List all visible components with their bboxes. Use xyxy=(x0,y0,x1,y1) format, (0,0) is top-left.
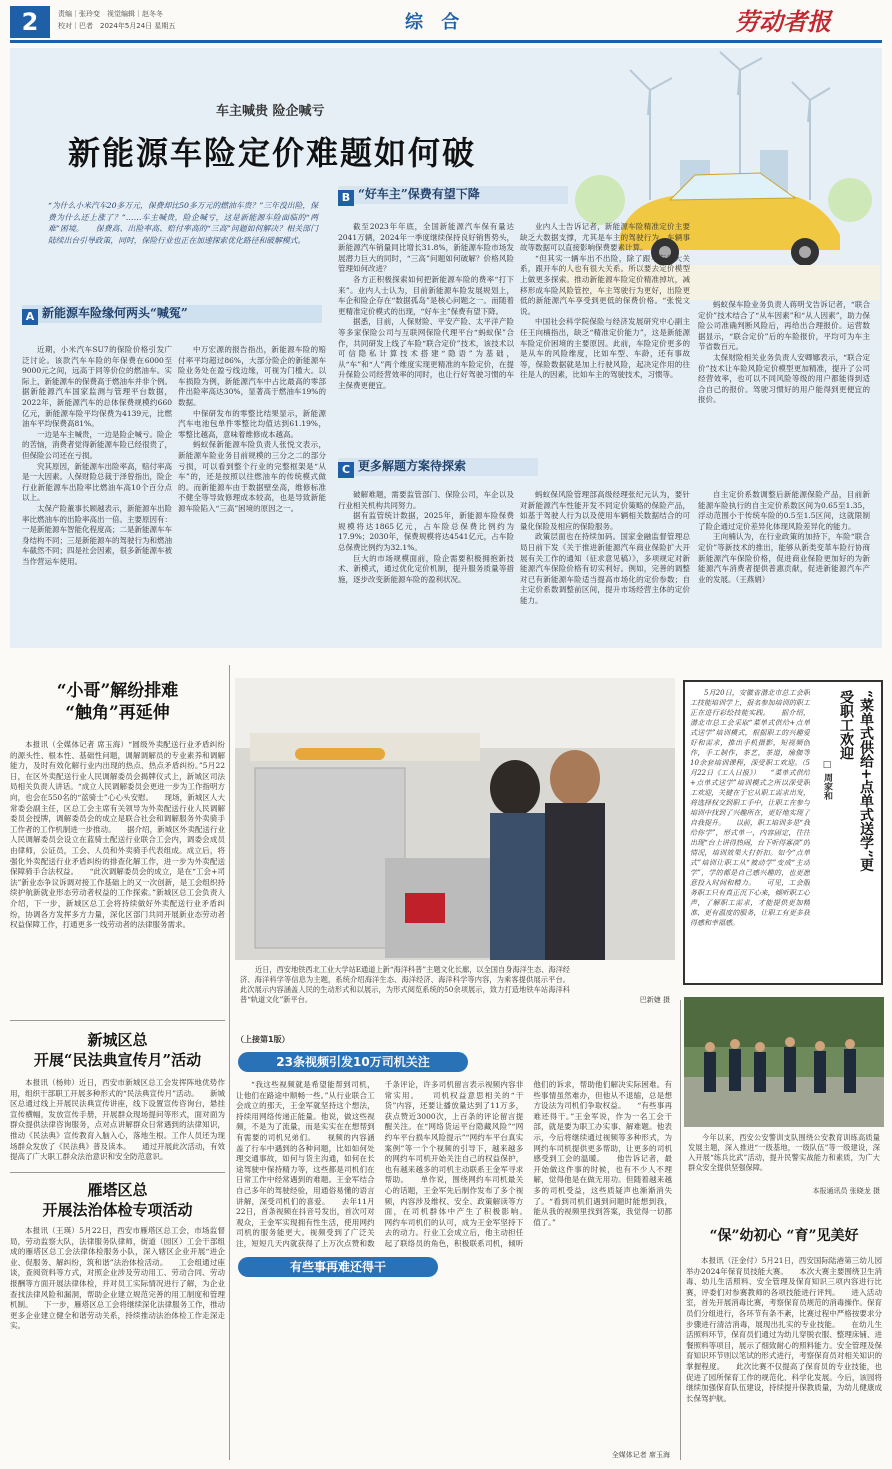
photo2-caption: 今年以来，西安公安警训支队围绕公安教育训练高质量发展主题，深入推进“一级基地，一级队伍”等一级建设，深入开展“练兵比武”活动，提升民警实战能力和素质，为广大群众安全提供坚强保障。 xyxy=(688,1133,880,1172)
subhead-pill-1: 23条视频引发10万司机关注 xyxy=(238,1052,468,1072)
para: 巨大的市场规模面前，险企需要积极拥抱新技术、新模式，通过优化定价机制，提升服务质量等措施，逐步改变新能源车险的盈利状况。 xyxy=(338,553,514,584)
section-a-bar xyxy=(22,305,322,323)
para: 业内人士告诉记者，新能源车险精准定价主要缺乏大数据支撑，尤其是车主的驾驶行为，车辆事故等数据可以直接影响保费要素计算。 xyxy=(520,222,690,253)
title-line: “小哥”解纷排难 xyxy=(56,681,179,701)
title-line: “触角”再延伸 xyxy=(65,703,170,723)
article-xincheng-title xyxy=(10,1030,225,1070)
article-xincheng-body: 本报讯（杨帅）近日，西安市新城区总工会发挥阵地优势作用，组织干部职工开展多种形式的“民法典宣传月”活动。 新城区总通过线上开展民法典宣传讲座，线下设置宣传咨询台，悬挂宣传横幅，发放宣传手册，开展群众现场提问等形式，面对面为群众提供法律咨询服务，点对点讲解群众日常遇到的法律知识，推动《民法典》宣传教育入脑入心，落地生根。工作人员还为现场群众发放了《民法典》普及读本。 通过开展此次活动，有效提高了广大职工群众法治意识和安全防范意识。 xyxy=(10,1078,225,1162)
section-a-col1 xyxy=(22,345,172,635)
para: 据有监管统计数据，2025年，新能源车险保费规模将达1865亿元，占车险总保费比例约为17.9%；2030年，保费规模将达4541亿元，占车险总保费比例约为32.1%。 xyxy=(338,511,514,552)
subway-exhibit-photo xyxy=(235,678,675,960)
para: “但其实一辆车出不出险，除了跟车有很大关系，跟开车的人也有很大关系。所以要去定价模型上做更多探索。推动新能源车险定价精准掉坑，减移形成车险风险管控，车主驾驶行为更好，出险更低的新能源汽车享受到更低的保费价格。“张悦文说。 xyxy=(520,253,690,316)
para: “我这些视频就是希望能帮到司机，让他们在路途中顺畅一些。”从行业联合工会成立的那天，王金军就坚持这个想法，持续用网络传递正能量。他说，做这些视频，不是为了流量，而是实实在在想帮到有需要的司机兄弟们。 视频的内容涵盖了行车中遇到的各种问题，比如如何处理交通事故，如何与货主沟通，如何在长途驾驶中保持精力等，这些都是司机们在日常工作中经常遇到的难题。王金军结合自己多年的驾驶经验，用通俗易懂的语言讲解，深受司机们的喜爱。 去年11月22日，首条视频在抖音号发出，首次可对观众，王金军实现拥有性生活，使用网约司机的服务能更大。视频受到了广泛关注，短短几天内就获得了上万次点赞和数千条评论，许多司机留言表示视频内容非常实用。 司机权益意思相关的“干货”内容，还要让播放量达到了11万多，获点赞近3000次，上百条的评论留言提醒关注。在“网络货运平台隐藏风险”“网约车平台损车风险提示”“网约车平台真实案例”等一个个视频的引导下，越来越多的网约车司机开始关注自己的权益保护，也有越来越多的司机主动联系王金军寻求帮助。 单作说，围绕网约车司机最关心的话题，王金军先后制作发布了多个视频，内容涉及维权、安全、政策解读等方面，在司机群体中产生了积极影响。 网约车司机们的认可，成为王金军坚持下去的动力。行业工会成立后，他主动担任起了联络员的角色，积极联系司机，倾听他们的诉求，帮助他们解决实际困难。有些事情虽然难办，但他从不退缩，总是想方设法为司机们争取权益。 “有些事再难还得干。”王金军说，作为一名工会干部，就是要为职工办实事、解难题。他表示，今后将继续通过视频等多种形式，为网约车司机提供更多帮助，让更多的司机感受到工会的温暖。 他告诉记者，最开始做这件事的时候，也有不少人不理解，觉得他是在做无用功。但随着越来越多的司机受益，这些质疑声也渐渐消失了。“看到司机们遇到问题时能想到我，能从我的视频里找到答案，我觉得一切都值了。” xyxy=(236,1080,672,1248)
section-c-col2 xyxy=(520,490,690,640)
photo1-caption: 近日，西安地铁西北工业大学站E通道上新“海洋科普”主题文化长廊，以全国自身海洋生态、海洋经济、海洋科学等信息为主题，系统介绍海洋生态、海洋经济、海洋科学等内容，为乘客提供展示平台。此次展示内容涵盖人民的生动形式和以展示，为形式阅览系统的50余项展示，致力打造地铁车站海洋科普“轨道文化”新平台。 xyxy=(240,965,570,1004)
section-c-letter: C xyxy=(338,462,354,478)
lead-intro: “为什么小米汽车20多万元，保费却比50多万元的燃油车贵？”三年没出险，保费为什么还上涨了？”……车主喊贵，险企喊亏，这是新能源车险面临的“两难”困境。 保费高、出险率高、赔付率高的“三高”问题如何解决？相关部门陆续出台引导政策，同时，保险行业也正在加速探索优化路径和破解模式。 xyxy=(48,201,318,245)
para: 太保财险相关业务负责人安卿娜表示，“联合定价”技术让车险风险定价模型更加精准，提升了公司经营效率，也可以不同风险等级的用户都能得到适合自己的报价。驾驶习惯好的用户能得到更便宜的报价。 xyxy=(698,352,870,405)
para: 蚂蚁保新能源车险负责人张悦文表示，新能源车险业务目前规模的三分之二的部分亏损，可以看到整个行业的完整框架是“从车”的，还是按照以往燃油车的传统模式做的。而新能源车由于数据壁垒高，维修标准不健全等导致修理成本较高，也是导致新能源车险陷入“三高”困境的原因之一。 xyxy=(178,440,326,513)
section-a-col2 xyxy=(178,345,326,635)
section-b-col1 xyxy=(338,222,514,452)
lead-title: 新能源车险定价难题如何破 xyxy=(68,134,477,172)
para: 一边是车主喊贵，一边是险企喊亏。险企的苦恼，消费者觉得新能源车险已经很贵了，但保险公司还在亏损。 xyxy=(22,429,172,460)
photo1-credit: 巴新婕 摄 xyxy=(639,996,670,1004)
section-a-letter: A xyxy=(22,309,38,325)
para: 自主定价系数调整后新能源保险产品，目前新能源车险执行的自主定价系数区间为0.65至1.35，浮动范围小于传统车险的0.5至1.5区间，这就限制了险企通过定价差异化体现风险差异化的能力。 xyxy=(698,490,870,531)
para: 中国社会科学院保险与经济发展研究中心副主任王向楠指出，缺乏“精准定价能力”，这是新能源车险定价困境的主要原因。此前，车险定价更多的是从车的风险维度，比如车型、车龄，还有事故等，保险数据就是加上行驶风险，起决定作用的往往是人的因素，比如车主的驾驶技术，习惯等。 xyxy=(520,317,690,380)
lead-kicker: 车主喊贵 险企喊亏 xyxy=(216,104,325,119)
title-line: 新城区总 xyxy=(87,1031,148,1049)
photo2-credit: 本报通讯员 张晓龙 摄 xyxy=(812,1187,880,1195)
para: 截至2023年年底，全国新能源汽车保有量达2041万辆，2024年一季度继续保持良好销售势头，新能源汽车销量同比增长31.8%，新能源车险市场发展潜力巨大的同时，“三高”问题如何破解？价格风险管理如何改进？ xyxy=(338,222,514,274)
para: 太保产险董事长顾越表示，新能源车出险率比燃油车的出险率高出一倍。主要原因有：一是新能源车智能化程度高；二是新能源车车身结构不同；三是新能源车的驾驶行为和燃油车截然不同；四是社会因素，很多新能源车被当作营运车使用。 xyxy=(22,503,172,566)
section-b-letter: B xyxy=(338,190,354,206)
commentary-title: “菜单式供给+点单式送学”更受职工欢迎 xyxy=(838,690,874,872)
header-rule xyxy=(10,40,882,43)
article-yanta-body: 本报讯（王瑛）5月22日，西安市雁塔区总工会，市场监督局，劳动监察大队，法律服务队律师，街道（园区）工会干部组成的雁塔区总工会法律体检服务小队，深入辖区企业开展“进企业、促服务、解纠纷，筑和谐”法治体检活动。 工会组通过座谈，查阅资料等方式，对照企业涉及劳动用工、劳动合同、劳动报酬等方面开展法律体检，并对员工实际情况进行了解，为企业查找法律风险和漏洞，帮助企业建立规范完善的用工制度和管理机制。 下一步，雁塔区总工会将继续深化法律服务工作，推动更多企业建立健全和谐劳动关系，持续推动法治体检工作走深走实。 xyxy=(10,1226,225,1331)
section-b-bar xyxy=(338,186,568,204)
para: 蚂蚁保车险业务负责人蒋明戈告诉记者，“联合定价”技术结合了“从车因素”和“从人因素”，助力保险公司准确判断风险后，再给出合理报价。运营数据显示，“联合定价”后的车险报价，平均可为车主节省数百元。 xyxy=(698,300,870,352)
center-byline: 全媒体记者 席玉海 xyxy=(611,1451,670,1459)
para: 究其原因，新能源车出险率高，赔付率高是一大因素。人保财险总裁于泽曾指出，险企行业新能源车出险率比燃油车高10个百分点以上。 xyxy=(22,461,172,503)
para: 各方正积极探索如何把新能源车险的费率“打下来”。业内人士认为，目前新能源车险发展规划上，车企和险企存在“数据孤岛”是核心问题之一。而随着更精准定价模式的出现，“好车主”保费有望下降。 xyxy=(338,274,514,316)
commentary-author: □ 周家和 xyxy=(822,760,832,801)
title-line: 开展“民法典宣传月”活动 xyxy=(33,1051,202,1069)
column-rule xyxy=(680,1000,681,1460)
para: 据悉，目前，人保财险、平安产险、太平洋产险等多家保险公司与互联网保险代理平台“蚂蚁保”合作，共同研发上线了车险“联合定价”技术，该技术以可信隐私计算技术搭建“隐语”为基础，从“车”和“人”两个维度实现更精准的车险定价，在提升保险公司经营效率的同时，也让行好驾驶习惯的车主保费更便宜。 xyxy=(338,317,514,390)
police-training-photo xyxy=(684,997,884,1127)
para: 中万宏源的报告指出，新能源车险的赔付率平均超过86%，大部分险企的新能源车险业务处在盈亏线边缘，可视为门槛大。以车损险为例，新能源汽车中占比最高的零部件出险率高达30%，显著高于燃油车19%的数据。 xyxy=(178,345,326,407)
section-c-col3 xyxy=(698,490,870,640)
section-b-col3 xyxy=(698,300,870,452)
para: 中保研发布的零整比结果显示，新能源汽车电池包单件零整比均值达到61.19%，零整比越高，意味着维修成本越高。 xyxy=(178,408,326,439)
editor-line: 责编｜张玲变 视觉编辑｜赵冬冬 xyxy=(58,10,163,18)
subhead-pill-2: 有些事再难还得干 xyxy=(238,1257,438,1277)
column-rule xyxy=(229,665,230,1460)
article-xiaoge-body: 本报讯（全媒体记者 席玉海）“圆级外卖配送行业矛盾纠纷的源头性、根本性、基础性问题，调解调解员的专业素养和调解能力，及时有效化解行业内出现的热点、热点矛盾纠纷。”5月22日，在区外卖配送行业人民调解委员会揭牌仪式上，新城区司法局相关负责人讲话。“成立人民调解委员会更进一步为工作指明方向，也会在550名的“蓝骑士”心心头安慰。 现场，新城区人大常委会副主任，区总工会主席有关领导为外卖配送行业人民调解委员会授牌，调解委员会的成立是联合社会和调解服务外卖骑手工作者的工作机制进一步推动。 据介绍，新城区外卖配送行业人民调解委员会设立在蓝骑士配送行业联合工会内，调委会成员由律师，公证员，工会、人员和外卖骑手代表组成。成立后，将强化外卖配送行业矛盾纠纷的排查化解工作，进一步为外卖配送保障骑手合法权益。 “此次调解委员会的成立，是在“工会+司法”新业态争议诉调对接工作基础上的又一次创新，是工会组织持续护航新就业形态劳动者权益的工作探索。”新城区总工会负责人介绍，下一步，新城区总工会将持续做好外卖配送行业矛盾纠纷，协调各方发挥多方力量，深化区部门共同开展新业态劳动者权益保障工作，打通更多一线劳动者的法律服务需求。 xyxy=(10,740,225,930)
article-yanta-title xyxy=(10,1180,225,1220)
kindergarten-body: 本报讯（汪金付）5月21日，西安国际陆港第三幼儿园举办2024年保育员技能大赛。 本次大赛主要围绕卫生消毒、幼儿生活照料、安全管理及保育知识三项内容进行比赛，评委们对参赛教师的各项技能进行评判。 进入活动室，首先开展消毒比赛，考察保育员规范的消毒操作。保育员们分组进行，各环节有条不紊，比赛过程中严格按要求分步骤进行清洁消毒，展现出扎实的专业技能。 在幼儿生活照料环节，保育员们通过为幼儿穿脱衣服、整理床铺、进餐照料等项目，展示了细致耐心的照料能力。安全管理及保育知识环节则以笔试的形式进行，考察保育员对相关知识的掌握程度。 此次比赛不仅提高了保育员的专业技能，也促进了园所保育工作的规范化、科学化发展。今后，该园将继续加强保育队伍建设，持续提升保教质量，为幼儿健康成长保驾护航。 xyxy=(686,1256,882,1403)
para: 蚂蚁保风险管理部高级经理张纪元认为，要针对新能源汽车性能开发不同定价策略的保险产品，如基于驾驶人行为以及使用车辆相关数据结合的可量化保险及相应的保险服务。 xyxy=(520,490,690,531)
continued-kicker: （上接第1版） xyxy=(236,1035,290,1044)
section-c-bar xyxy=(338,458,538,476)
section-a-title: 新能源车险缘何两头“喊冤” xyxy=(42,306,188,320)
section-title: 综 合 xyxy=(405,12,466,33)
title-line: 雁塔区总 xyxy=(87,1181,148,1199)
title-line: 开展法治体检专项活动 xyxy=(42,1201,193,1219)
section-b-col2 xyxy=(520,222,690,452)
kindergarten-title: “保”幼初心 “育”见美好 xyxy=(709,1228,859,1244)
proof-line: 校对｜巴者 2024年5月24日 星期五 xyxy=(58,22,176,30)
para: 王向楠认为，在行业政策的加持下，车险“联合定价”等新技术的推出，能够从新类变革车险行协商新能源汽车保险价格，促进商业保险更加好的为新能源汽车消费者提供普惠贡献，促进新能源汽车产业的发展。（王燕娟） xyxy=(698,532,870,584)
page-number: 2 xyxy=(10,6,50,38)
section-b-title: “好车主”保费有望下降 xyxy=(358,187,480,201)
divider xyxy=(10,1020,225,1021)
commentary-body: 5月20日，安徽省潜北市总工会职工技能培训学上，报名参加培训的职工正在进行彩绘技能实践。 据介绍，潜北市总工会采取“菜单式供给+点单式送学”培训模式，根据职工的兴趣爱好和需求，推出手机摄影，短视频创作，手工制作，茶艺，茶道，瑜伽等10余套培训课程，深受职工欢迎。（5月22日《工人日报》） “菜单式供给+点单式送学”培训模式之所以深受职工欢迎，关键在于它从职工需求出发，将选择权交到职工手中，让职工在参与培训中找到了兴趣所在，更好地实现了自我提升。 以前，职工培训多是“我给你学”，形式单一，内容固定，往往出现“台上讲得热闹，台下听得寡淡”的情况，培训效果大打折扣。如今“点单式”培训让职工从“被动学”变成“主动学”，学的都是自己感兴趣的，也更愿意投入时间和精力。 可见，工会服务职工只有真正沉下心来，倾听职工心声，了解职工需求，才能提供更加精准、更有温度的服务，让职工有更多获得感和幸福感。 xyxy=(690,689,810,927)
para: 政策层面也在持续加码。国家金融监督管理总局日前下发《关于推进新能源汽车商业保险扩大开展有关工作的通知（征求意见稿）》，多项规定对新能源汽车保险价格有切实利好。例如，完善的调整对已有新能源车险适当提高市场化的定价参数；自主定价系数调整前区间，提升市场经营主体的定价能力。 xyxy=(520,532,690,605)
article-xiaoge-title xyxy=(10,680,225,724)
section-c-col1 xyxy=(338,490,514,640)
para: 近期，小米汽车SU7的保险价格引发广泛讨论。该款汽车车险的年保费在6000至9000元之间，远高于同等价位的燃油车。实际上，新能源车的保费高于燃油车并非个例。据新能源汽车国家监测与管理平台数据，2022年，新能源汽车的总体保费规模约660亿元，新能源车险平均保费为4139元，比燃油车平均保费高81%。 xyxy=(22,345,172,429)
section-c-title: 更多解题方案待探索 xyxy=(358,459,467,473)
masthead-logo: 劳动者报 xyxy=(735,7,831,36)
para: 破解难题，需要监管部门、保险公司，车企以及行业相关机构共同努力。 xyxy=(338,490,514,510)
divider xyxy=(10,1172,225,1173)
